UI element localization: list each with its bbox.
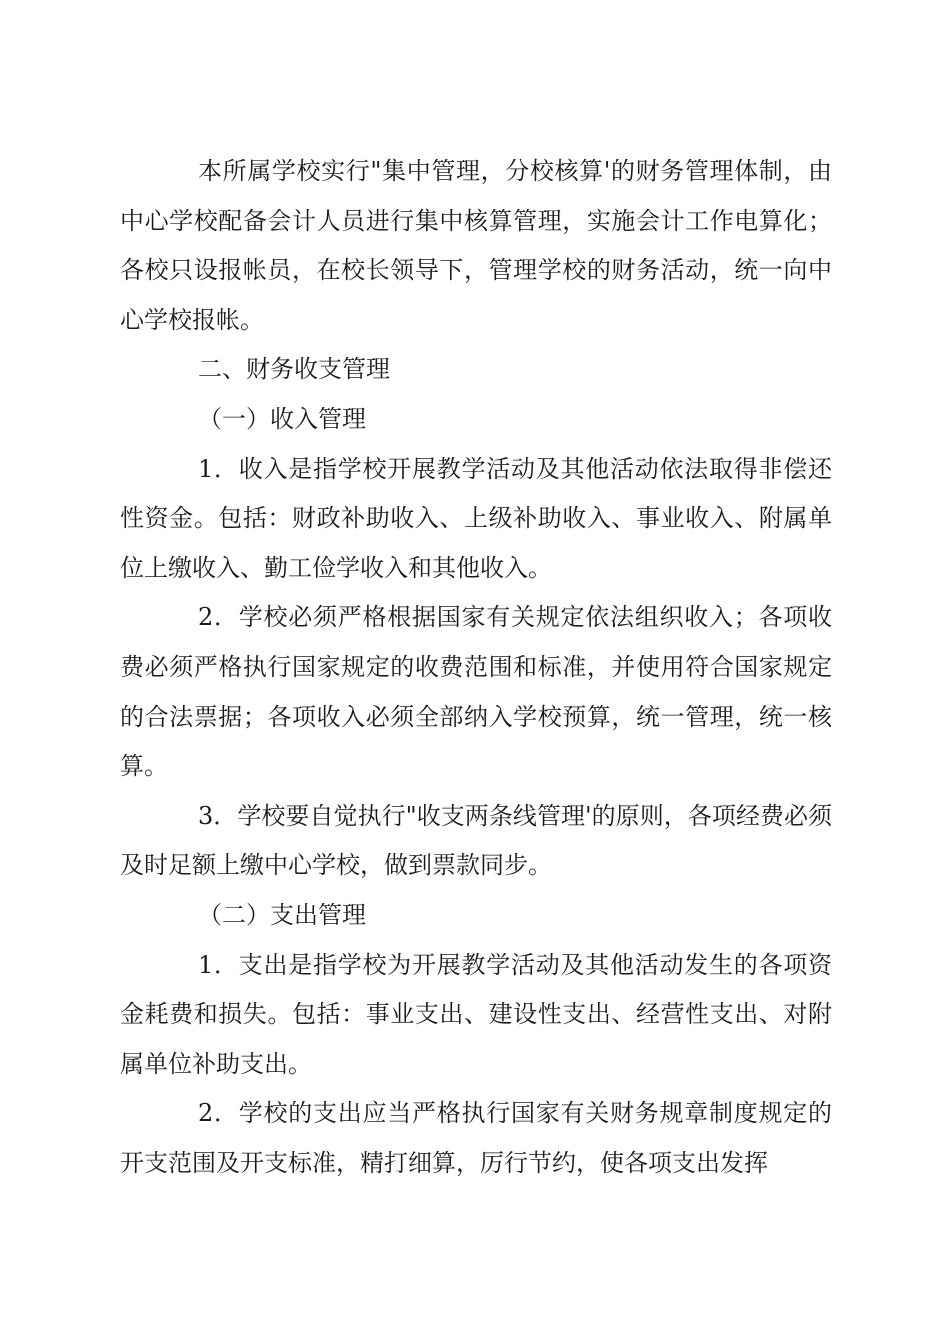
paragraph-expenditure-2: 2．学校的支出应当严格执行国家有关财务规章制度规定的开支范围及开支标准，精打细算，厉行节约，使各项支出发挥 (120, 1099, 832, 1177)
paragraph-income-1: 1．收入是指学校开展教学活动及其他活动依法取得非偿还性资金。包括：财政补助收入、上级补助收入、事业收入、附属单位上缴收入、勤工俭学收入和其他收入。 (120, 454, 832, 582)
paragraph-finance-system: 本所属学校实行"集中管理，分校核算'的财务管理体制，由中心学校配备会计人员进行集中核算管理，实施会计工作电算化；各校只设报帐员，在校长领导下，管理学校的财务活动，统一向中心学校报帐。 (120, 157, 832, 334)
paragraph-income-3: 3．学校要自觉执行"收支两条线管理'的原则，各项经费必须及时足额上缴中心学校，做到票款同步。 (120, 801, 832, 880)
paragraph-income-2: 2．学校必须严格根据国家有关规定依法组织收入；各项收费必须严格执行国家规定的收费范围和标准，并使用符合国家规定的合法票据；各项收入必须全部纳入学校预算，统一管理，统一核算。 (120, 603, 832, 781)
document-body (120, 147, 832, 1188)
subsection-heading-expenditure: （二）支出管理 (198, 900, 366, 929)
paragraph-expenditure-1: 1．支出是指学校为开展教学活动及其他活动发生的各项资金耗费和损失。包括：事业支出、建设性支出、经营性支出、对附属单位补助支出。 (120, 950, 832, 1078)
subsection-heading-income: （一）收入管理 (198, 404, 366, 433)
section-heading-finance-management: 二、财务收支管理 (198, 355, 390, 384)
